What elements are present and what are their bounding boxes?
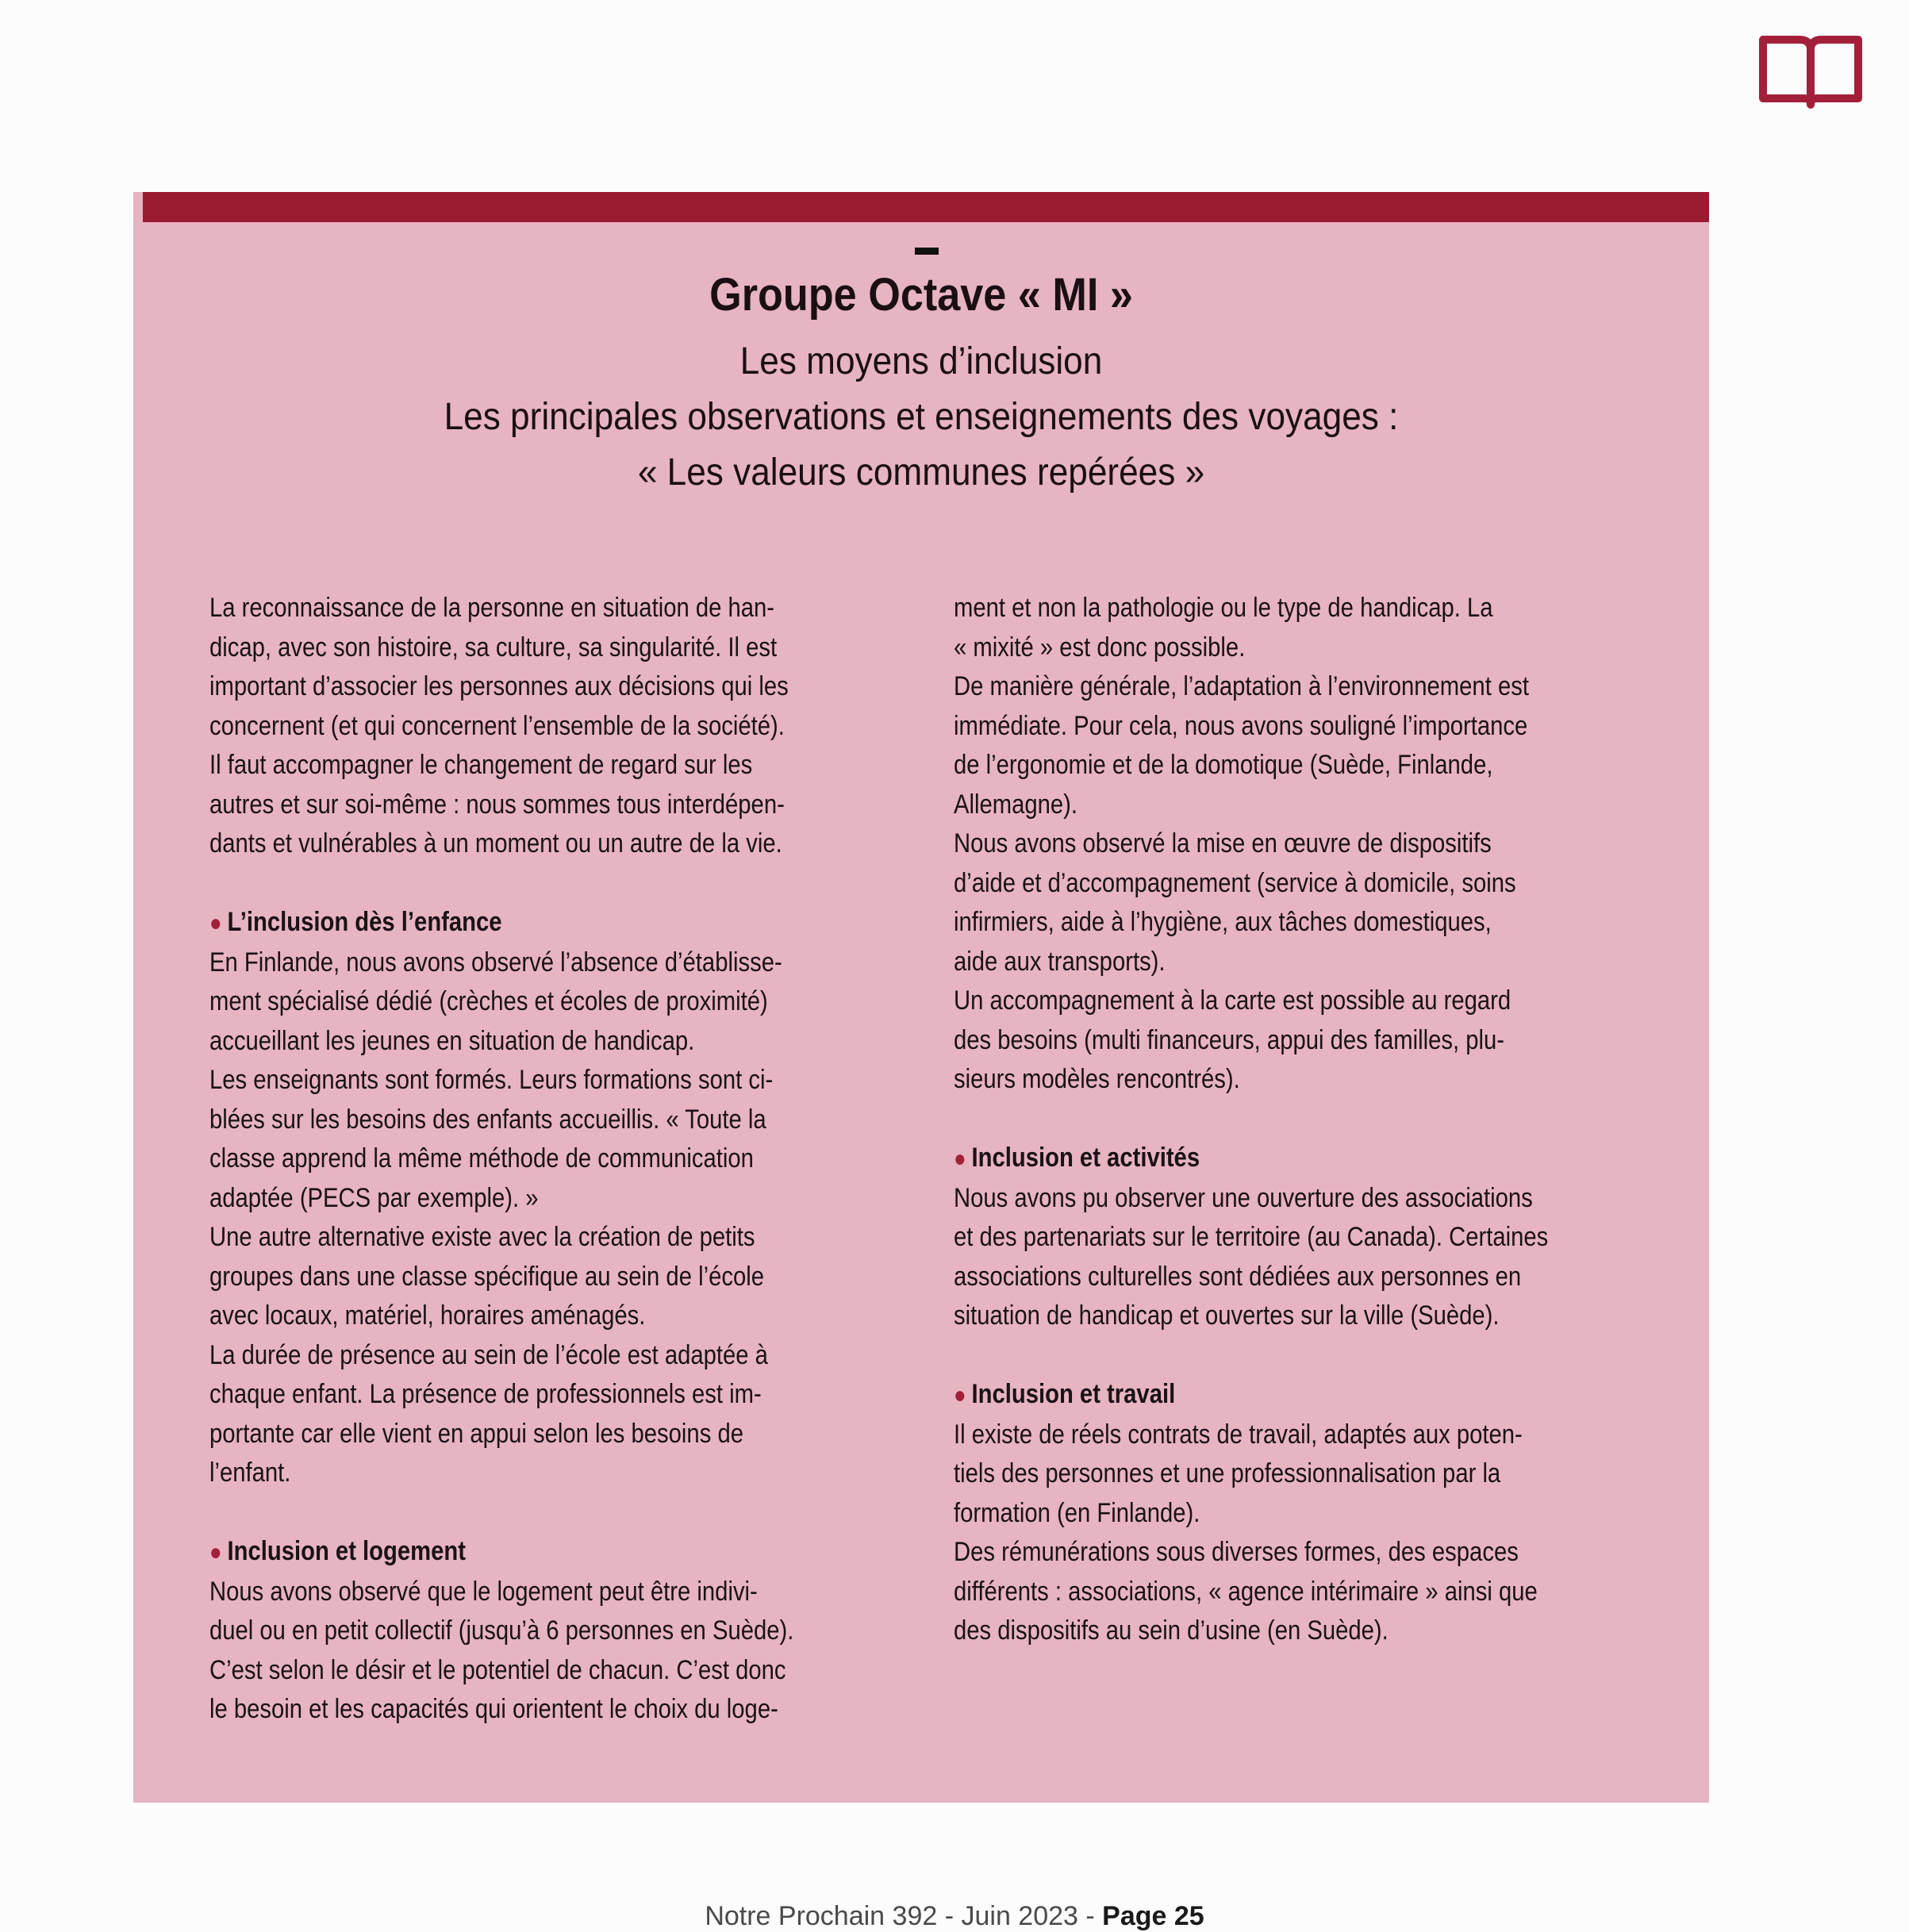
bullet-icon: ●: [954, 1146, 966, 1172]
text-line: formation (en Finlande).: [954, 1497, 1200, 1528]
bullet-icon: ●: [954, 1382, 966, 1408]
section-body: [954, 1415, 1636, 1651]
text-line: accueillant les jeunes en situation de handicap.: [209, 1025, 695, 1056]
section-heading: ● L’inclusion dès l’enfance: [209, 907, 502, 937]
text-line: aide aux transports).: [954, 946, 1166, 977]
footer-publication: Notre Prochain 392 - Juin 2023 -: [705, 1901, 1103, 1931]
section-body: [209, 943, 892, 1493]
text-line: La reconnaissance de la personne en situation de han-: [209, 593, 775, 623]
open-book-icon: [1755, 30, 1866, 109]
text-line: Un accompagnement à la carte est possible au regard: [954, 985, 1511, 1016]
text-line: Les enseignants sont formés. Leurs formations sont ci-: [209, 1065, 774, 1095]
text-line: l’enfant.: [209, 1458, 291, 1488]
title-dash: [915, 248, 939, 255]
article-title: Groupe Octave « MI »: [709, 269, 1133, 321]
section-heading: ● Inclusion et activités: [954, 1143, 1200, 1173]
text-line: ment spécialisé dédié (crèches et écoles de proximité): [209, 986, 768, 1016]
article-subtitle: Les principales observations et enseignements des voyages :: [444, 396, 1399, 438]
article-panel: [133, 192, 1709, 1803]
article-subtitle: Les moyens d’inclusion: [739, 340, 1103, 382]
text-line: chaque enfant. La présence de professionnels est im-: [209, 1379, 762, 1409]
text-line: concernent (et qui concernent l’ensemble de la société).: [209, 710, 785, 741]
text-line: ment et non la pathologie ou le type de handicap. La: [954, 593, 1493, 623]
bullet-icon: ●: [209, 910, 222, 936]
page-footer: [0, 1901, 1909, 1932]
text-line: immédiate. Pour cela, nous avons souligné l’importance: [954, 710, 1528, 741]
right-column: [954, 589, 1636, 1651]
text-line: Nous avons observé la mise en œuvre de dispositifs: [954, 828, 1492, 858]
continued-paragraph: [954, 589, 1636, 1100]
text-line: des dispositifs au sein d’usine (en Suède).: [954, 1615, 1389, 1646]
text-line: Nous avons observé que le logement peut être indivi-: [209, 1576, 758, 1607]
text-line: classe apprend la même méthode de communication: [209, 1143, 754, 1173]
page-number: Page 25: [1102, 1901, 1204, 1931]
text-line: C’est selon le désir et le potentiel de chacun. C’est donc: [209, 1654, 786, 1685]
text-line: infirmiers, aide à l’hygiène, aux tâches domestiques,: [954, 907, 1492, 937]
text-line: groupes dans une classe spécifique au sein de l’école: [209, 1261, 764, 1292]
text-line: duel ou en petit collectif (jusqu’à 6 personnes en Suède).: [209, 1615, 794, 1646]
text-line: adaptée (PECS par exemple). »: [209, 1182, 539, 1213]
text-line: Il faut accompagner le changement de regard sur les: [209, 750, 753, 780]
section-heading: ● Inclusion et travail: [954, 1379, 1176, 1409]
text-line: Une autre alternative existe avec la création de petits: [209, 1222, 755, 1252]
text-line: différents : associations, « agence intérimaire » ainsi que: [954, 1576, 1538, 1607]
text-line: important d’associer les personnes aux décisions qui les: [209, 671, 789, 701]
text-line: associations culturelles sont dédiées aux personnes en: [954, 1261, 1522, 1292]
section-body: [209, 1573, 892, 1730]
text-line: situation de handicap et ouvertes sur la ville (Suède).: [954, 1300, 1500, 1331]
section-body: [954, 1179, 1636, 1336]
text-line: portante car elle vient en appui selon les besoins de: [209, 1418, 743, 1449]
panel-top-bar: [143, 192, 1709, 222]
text-line: avec locaux, matériel, horaires aménagés.: [209, 1300, 646, 1331]
text-line: Nous avons pu observer une ouverture des associations: [954, 1182, 1533, 1213]
text-line: Il existe de réels contrats de travail, adaptés aux poten-: [954, 1419, 1523, 1450]
text-line: Des rémunérations sous diverses formes, des espaces: [954, 1537, 1519, 1567]
text-line: blées sur les besoins des enfants accueillis. « Toute la: [209, 1104, 766, 1135]
text-line: de l’ergonomie et de la domotique (Suède, Finlande,: [954, 750, 1493, 780]
text-line: dicap, avec son histoire, sa culture, sa singularité. Il est: [209, 632, 778, 663]
text-line: dants et vulnérables à un moment ou un autre de la vie.: [209, 828, 782, 858]
text-line: En Finlande, nous avons observé l’absence d’établisse-: [209, 947, 782, 978]
text-line: De manière générale, l’adaptation à l’environnement est: [954, 671, 1529, 701]
intro-paragraph: [209, 589, 892, 864]
text-line: et des partenariats sur le territoire (au Canada). Certaines: [954, 1222, 1549, 1252]
article-subtitle: « Les valeurs communes repérées »: [637, 451, 1205, 494]
text-line: sieurs modèles rencontrés).: [954, 1064, 1240, 1094]
text-line: d’aide et d’accompagnement (service à domicile, soins: [954, 867, 1516, 898]
text-line: des besoins (multi financeurs, appui des familles, plu-: [954, 1024, 1504, 1055]
text-line: tiels des personnes et une professionnalisation par la: [954, 1458, 1501, 1488]
text-line: La durée de présence au sein de l’école est adaptée à: [209, 1339, 768, 1370]
text-line: Allemagne).: [954, 789, 1078, 820]
bullet-icon: ●: [209, 1539, 222, 1565]
text-line: le besoin et les capacités qui orientent le choix du loge-: [209, 1694, 778, 1724]
left-column: [209, 589, 892, 1730]
text-line: « mixité » est donc possible.: [954, 632, 1246, 663]
section-heading: ● Inclusion et logement: [209, 1536, 467, 1566]
text-line: autres et sur soi-même : nous sommes tous interdépen-: [209, 789, 785, 820]
